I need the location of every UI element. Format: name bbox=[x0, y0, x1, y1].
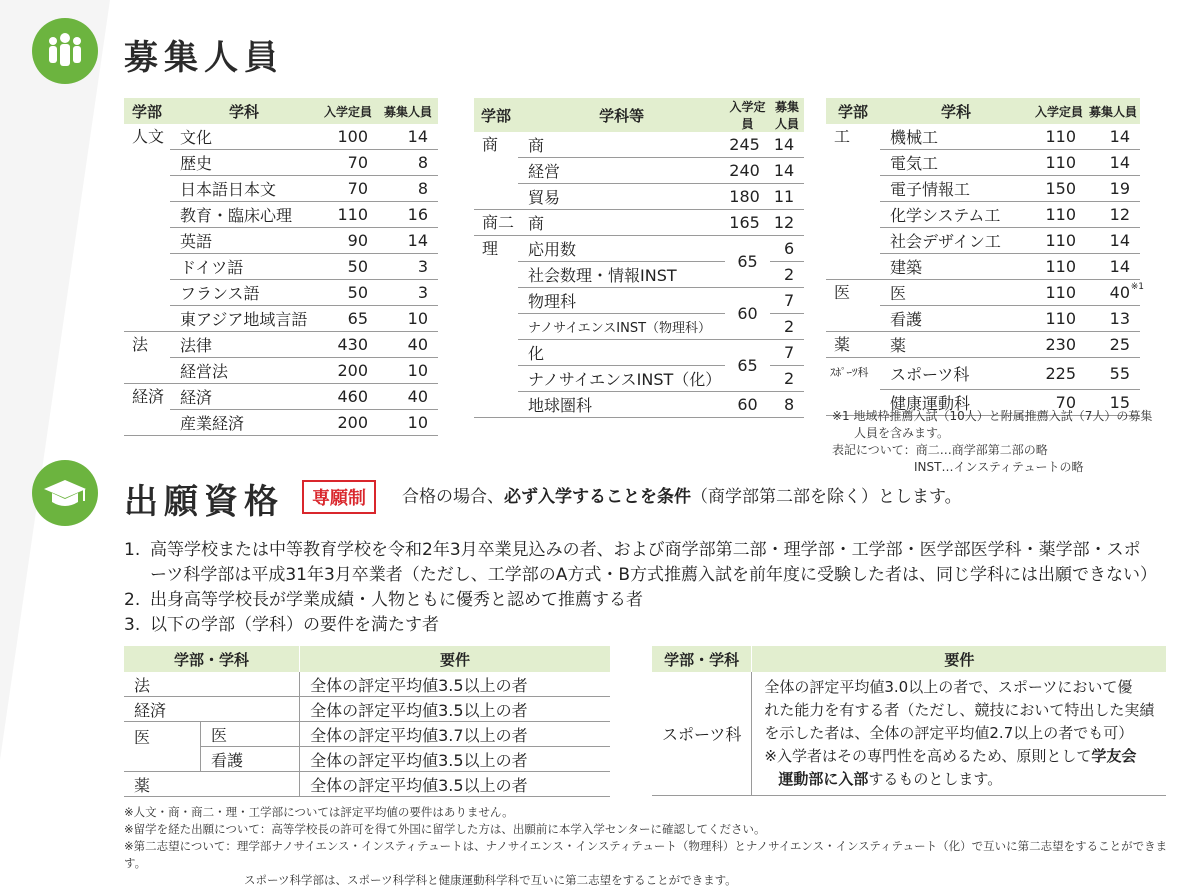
col-header-capacity: 入学定員 bbox=[725, 98, 770, 132]
major-cell: 建築 bbox=[880, 254, 1032, 280]
col-header-capacity: 入学定員 bbox=[1032, 98, 1086, 124]
recruit-cell: 11 bbox=[770, 184, 804, 210]
major-cell: フランス語 bbox=[170, 280, 318, 306]
table-row bbox=[124, 150, 438, 176]
recruit-cell: 2 bbox=[770, 366, 804, 392]
table-row bbox=[826, 176, 1140, 202]
table-row bbox=[474, 288, 804, 314]
col-header-major: 学科 bbox=[170, 98, 318, 124]
list-item bbox=[124, 588, 1154, 613]
capacity-cell: 50 bbox=[318, 254, 378, 280]
major-cell: 産業経済 bbox=[170, 410, 318, 436]
requirement-line bbox=[764, 745, 1154, 768]
major-cell: 薬 bbox=[880, 332, 1032, 358]
recruit-cell: 55 bbox=[1086, 358, 1140, 390]
major-cell: 経済 bbox=[170, 384, 318, 410]
table-row bbox=[652, 672, 1166, 796]
capacity-cell: 110 bbox=[318, 202, 378, 228]
recruit-cell: 14 bbox=[378, 124, 438, 150]
requirement-line: 全体の評定平均値3.0以上の者で、スポーツにおいて優 bbox=[764, 678, 1133, 696]
capacity-cell: 150 bbox=[1032, 176, 1086, 202]
major-cell: 社会数理・情報INST bbox=[518, 262, 725, 288]
requirement-cell: 全体の評定平均値3.5以上の者 bbox=[300, 697, 610, 722]
recruit-cell: 15 bbox=[1086, 389, 1140, 415]
note-line: 表記について：商二…商学部第二部の略 bbox=[832, 443, 1048, 457]
capacity-cell: 65 bbox=[318, 306, 378, 332]
major-cell: 英語 bbox=[170, 228, 318, 254]
recruit-cell: 25 bbox=[1086, 332, 1140, 358]
major-cell: 医 bbox=[880, 280, 1032, 306]
recruit-cell: 10 bbox=[378, 358, 438, 384]
table-row bbox=[826, 124, 1140, 150]
recruit-cell: 14 bbox=[378, 228, 438, 254]
col-header-capacity: 入学定員 bbox=[318, 98, 378, 124]
col-header-dept: 学部 bbox=[124, 98, 170, 124]
recruit-value: 40 bbox=[1109, 283, 1130, 302]
capacity-cell: 165 bbox=[725, 210, 770, 236]
table-row bbox=[124, 202, 438, 228]
recruit-cell: 13 bbox=[1086, 306, 1140, 332]
major-cell: 電子情報工 bbox=[880, 176, 1032, 202]
item-number: 3. bbox=[124, 615, 141, 635]
table-row bbox=[124, 176, 438, 202]
item-text: 以下の学部（学科）の要件を満たす者 bbox=[150, 615, 439, 635]
col-header-major: 学科 bbox=[880, 98, 1032, 124]
col-header-recruit: 募集人員 bbox=[770, 98, 804, 132]
recruit-cell: 8 bbox=[378, 150, 438, 176]
recruit-cell: 10 bbox=[378, 306, 438, 332]
major-cell: 文化 bbox=[170, 124, 318, 150]
capacity-cell: 110 bbox=[1032, 228, 1086, 254]
item-text: 高等学校または中等教育学校を令和2年3月卒業見込みの者、および商学部第二部・理学部・工学部・医学部医学科・薬学部・スポーツ科学部は平成31年3月卒業者（ただし、工学部のA方式・B方式推薦入試を前年度に受験した者は、同じ学科には出願できない） bbox=[150, 540, 1158, 585]
capacity-cell: 430 bbox=[318, 332, 378, 358]
capacity-cell: 200 bbox=[318, 410, 378, 436]
table-row bbox=[826, 358, 1140, 390]
note-line: INST…インスティテュートの略 bbox=[914, 460, 1084, 474]
major-cell: ドイツ語 bbox=[170, 254, 318, 280]
table-row bbox=[124, 358, 438, 384]
requirements-list bbox=[124, 538, 1158, 638]
dept-cell: 経済 bbox=[124, 697, 300, 722]
table-row bbox=[124, 228, 438, 254]
list-item bbox=[124, 538, 1158, 588]
col-header-recruit: 募集人員 bbox=[1086, 98, 1140, 124]
dept-cell: 人文 bbox=[132, 127, 165, 146]
dept-cell: ｽﾎﾟｰﾂ科 bbox=[830, 366, 869, 379]
table-row bbox=[474, 392, 804, 418]
capacity-cell: 110 bbox=[1032, 124, 1086, 150]
major-cell: ナノサイエンスINST（物理科） bbox=[518, 314, 725, 340]
recruit-cell: 12 bbox=[1086, 202, 1140, 228]
item-text: 出身高等学校長が学業成績・人物ともに優秀と認めて推薦する者 bbox=[150, 590, 643, 610]
col-header-dept: 学部・学科 bbox=[652, 646, 752, 672]
requirement-cell: 全体の評定平均値3.7以上の者 bbox=[300, 722, 610, 747]
major-cell: 日本語日本文 bbox=[170, 176, 318, 202]
item-number: 1. bbox=[124, 540, 141, 560]
capacity-cell: 60 bbox=[725, 392, 770, 418]
footnotes bbox=[124, 804, 1184, 889]
footnote: ※人文・商・商二・理・工学部については評定平均値の要件はありません。 bbox=[124, 805, 514, 819]
sub-dept-cell: 医 bbox=[201, 722, 300, 747]
background-decoration bbox=[0, 0, 110, 760]
recruit-cell: 2 bbox=[770, 262, 804, 288]
major-cell: 社会デザイン工 bbox=[880, 228, 1032, 254]
recruit-cell: 14 bbox=[1086, 124, 1140, 150]
table-row bbox=[474, 184, 804, 210]
sub-dept-cell: 看護 bbox=[201, 747, 300, 772]
table-row bbox=[474, 210, 804, 236]
col-header-requirement: 要件 bbox=[752, 646, 1167, 672]
recruit-cell: 8 bbox=[770, 392, 804, 418]
item-number: 2. bbox=[124, 590, 141, 610]
capacity-cell: 110 bbox=[1032, 202, 1086, 228]
recruit-cell: 2 bbox=[770, 314, 804, 340]
dept-cell: 商二 bbox=[474, 210, 518, 236]
major-cell: 東アジア地域言語 bbox=[170, 306, 318, 332]
col-header-dept: 学部 bbox=[826, 98, 880, 124]
capacity-cell: 70 bbox=[1032, 389, 1086, 415]
col-header-requirement: 要件 bbox=[300, 646, 610, 672]
recruit-cell: 6 bbox=[770, 236, 804, 262]
table-row bbox=[474, 132, 804, 158]
major-cell: 機械工 bbox=[880, 124, 1032, 150]
line-text: するものとします。 bbox=[868, 770, 1003, 788]
dept-cell: 経済 bbox=[132, 387, 165, 406]
capacity-cell: 70 bbox=[318, 176, 378, 202]
recruit-cell: 14 bbox=[770, 132, 804, 158]
major-cell: 商 bbox=[518, 132, 725, 158]
major-cell: 法律 bbox=[170, 332, 318, 358]
capacity-cell: 240 bbox=[725, 158, 770, 184]
table-row bbox=[826, 280, 1140, 306]
recruit-cell bbox=[1086, 280, 1144, 306]
line-text: ※入学者はその専門性を高めるため、原則として bbox=[764, 747, 1092, 765]
table-row bbox=[474, 158, 804, 184]
major-cell: 貿易 bbox=[518, 184, 725, 210]
major-cell: 化 bbox=[518, 340, 725, 366]
footnote: ※留学を経た出願について：高等学校長の許可を得て外国に留学した方は、出願前に本学入学センターに確認してください。 bbox=[124, 822, 766, 836]
table-row bbox=[124, 772, 610, 797]
capacity-cell: 110 bbox=[1032, 280, 1086, 306]
qualification-table-right bbox=[652, 646, 1166, 796]
recruit-cell: 7 bbox=[770, 340, 804, 366]
dept-cell: 薬 bbox=[826, 332, 880, 358]
table-row bbox=[474, 236, 804, 262]
graduation-cap-icon bbox=[32, 460, 98, 526]
dept-cell: 医 bbox=[124, 722, 201, 772]
note-line: 人員を含みます。 bbox=[854, 426, 950, 440]
recruit-cell: 40 bbox=[378, 384, 438, 410]
major-cell: 地球圏科 bbox=[518, 392, 725, 418]
recruit-cell: 16 bbox=[378, 202, 438, 228]
capacity-cell: 200 bbox=[318, 358, 378, 384]
capacity-cell: 110 bbox=[1032, 254, 1086, 280]
recruit-cell: 8 bbox=[378, 176, 438, 202]
capacity-cell: 110 bbox=[1032, 150, 1086, 176]
requirement-line: れた能力を有する者（ただし、競技において特出した実績 bbox=[764, 701, 1155, 719]
requirement-cell: 全体の評定平均値3.5以上の者 bbox=[300, 747, 610, 772]
exclusive-application-badge: 専願制 bbox=[302, 480, 376, 514]
dept-cell: 薬 bbox=[124, 772, 300, 797]
dept-cell: 法 bbox=[124, 672, 300, 697]
requirement-cell: 全体の評定平均値3.5以上の者 bbox=[300, 672, 610, 697]
major-cell: 物理科 bbox=[518, 288, 725, 314]
table-row bbox=[124, 384, 438, 410]
capacity-cell: 225 bbox=[1032, 358, 1086, 390]
major-cell: ナノサイエンスINST（化） bbox=[518, 366, 725, 392]
capacity-cell: 65 bbox=[725, 236, 770, 288]
footnote-marker: ※1 bbox=[1130, 282, 1144, 292]
line-bold: 学友会 bbox=[1091, 747, 1137, 765]
recruit-cell: 40 bbox=[378, 332, 438, 358]
major-cell: 応用数 bbox=[518, 236, 725, 262]
recruit-cell: 7 bbox=[770, 288, 804, 314]
recruitment-table-3 bbox=[826, 98, 1144, 416]
table-row bbox=[124, 332, 438, 358]
footnote: スポーツ科学部は、スポーツ科学科と健康運動科学科で互いに第二志望をすることができます。 bbox=[244, 873, 737, 887]
badge-description bbox=[402, 482, 962, 507]
table-row bbox=[124, 722, 610, 747]
recruitment-table-2 bbox=[474, 98, 804, 418]
requirement-cell: 全体の評定平均値3.5以上の者 bbox=[300, 772, 610, 797]
capacity-cell: 110 bbox=[1032, 306, 1086, 332]
capacity-cell: 65 bbox=[725, 340, 770, 392]
desc-text: （商学部第二部を除く）とします。 bbox=[691, 487, 962, 507]
major-cell: 経営 bbox=[518, 158, 725, 184]
table-row bbox=[124, 672, 610, 697]
capacity-cell: 60 bbox=[725, 288, 770, 340]
requirement-line: を示した者は、全体の評定平均値2.7以上の者でも可） bbox=[764, 724, 1134, 742]
recruit-cell: 12 bbox=[770, 210, 804, 236]
dept-cell: 商 bbox=[482, 135, 499, 154]
recruit-cell: 14 bbox=[1086, 228, 1140, 254]
col-header-recruit: 募集人員 bbox=[378, 98, 438, 124]
capacity-cell: 100 bbox=[318, 124, 378, 150]
capacity-cell: 245 bbox=[725, 132, 770, 158]
major-cell: 電気工 bbox=[880, 150, 1032, 176]
requirement-line bbox=[764, 768, 1154, 791]
table3-notes bbox=[832, 408, 1152, 476]
section-title-eligibility: 出願資格 bbox=[124, 482, 284, 522]
col-header-dept: 学部・学科 bbox=[124, 646, 300, 672]
recruit-cell: 19 bbox=[1086, 176, 1140, 202]
recruit-cell: 10 bbox=[378, 410, 438, 436]
capacity-cell: 50 bbox=[318, 280, 378, 306]
qualification-table-left bbox=[124, 646, 610, 797]
major-cell: スポーツ科 bbox=[880, 358, 1032, 390]
table-row bbox=[826, 332, 1140, 358]
dept-cell: スポーツ科 bbox=[652, 672, 752, 796]
table-row bbox=[124, 254, 438, 280]
recruit-cell: 3 bbox=[378, 280, 438, 306]
major-cell: 商 bbox=[518, 210, 725, 236]
table-row bbox=[474, 340, 804, 366]
people-group-icon bbox=[32, 18, 98, 84]
recruit-cell: 14 bbox=[1086, 254, 1140, 280]
table-row bbox=[826, 228, 1140, 254]
recruit-cell: 14 bbox=[770, 158, 804, 184]
major-cell: 経営法 bbox=[170, 358, 318, 384]
capacity-cell: 230 bbox=[1032, 332, 1086, 358]
col-header-major: 学科等 bbox=[518, 98, 725, 132]
table-row bbox=[826, 306, 1140, 332]
list-item bbox=[124, 613, 1154, 638]
table-row bbox=[124, 124, 438, 150]
footnote: ※第二志望について：理学部ナノサイエンス・インスティテュートは、ナノサイエンス・インスティテュート（物理科）とナノサイエンス・インスティテュート（化）で互いに第二志望をすることができます。 bbox=[124, 839, 1168, 870]
major-cell: 教育・臨床心理 bbox=[170, 202, 318, 228]
major-cell: 健康運動科 bbox=[880, 389, 1032, 415]
capacity-cell: 460 bbox=[318, 384, 378, 410]
col-header-dept: 学部 bbox=[474, 98, 518, 132]
desc-text: 合格の場合、 bbox=[402, 487, 504, 507]
table-row bbox=[826, 202, 1140, 228]
recruit-cell: 3 bbox=[378, 254, 438, 280]
major-cell: 化学システム工 bbox=[880, 202, 1032, 228]
major-cell: 歴史 bbox=[170, 150, 318, 176]
major-cell: 看護 bbox=[880, 306, 1032, 332]
recruit-cell: 14 bbox=[1086, 150, 1140, 176]
line-bold: 運動部に入部 bbox=[778, 770, 869, 788]
dept-cell: 工 bbox=[834, 127, 851, 146]
note-line: ※1 地域枠推薦入試（10人）と附属推薦入試（7人）の募集 bbox=[832, 409, 1153, 423]
table-row bbox=[124, 280, 438, 306]
table-row bbox=[124, 410, 438, 436]
capacity-cell: 70 bbox=[318, 150, 378, 176]
capacity-cell: 90 bbox=[318, 228, 378, 254]
table-row bbox=[826, 254, 1140, 280]
section-title-recruitment: 募集人員 bbox=[124, 38, 284, 78]
recruitment-table-1 bbox=[124, 98, 438, 436]
table-row bbox=[826, 150, 1140, 176]
capacity-cell: 180 bbox=[725, 184, 770, 210]
dept-cell: 医 bbox=[834, 283, 851, 302]
dept-cell: 法 bbox=[132, 335, 149, 354]
desc-bold: 必ず入学することを条件 bbox=[504, 487, 691, 507]
dept-cell: 理 bbox=[482, 239, 499, 258]
requirement-cell bbox=[752, 672, 1167, 796]
table-row bbox=[124, 306, 438, 332]
table-row bbox=[124, 697, 610, 722]
